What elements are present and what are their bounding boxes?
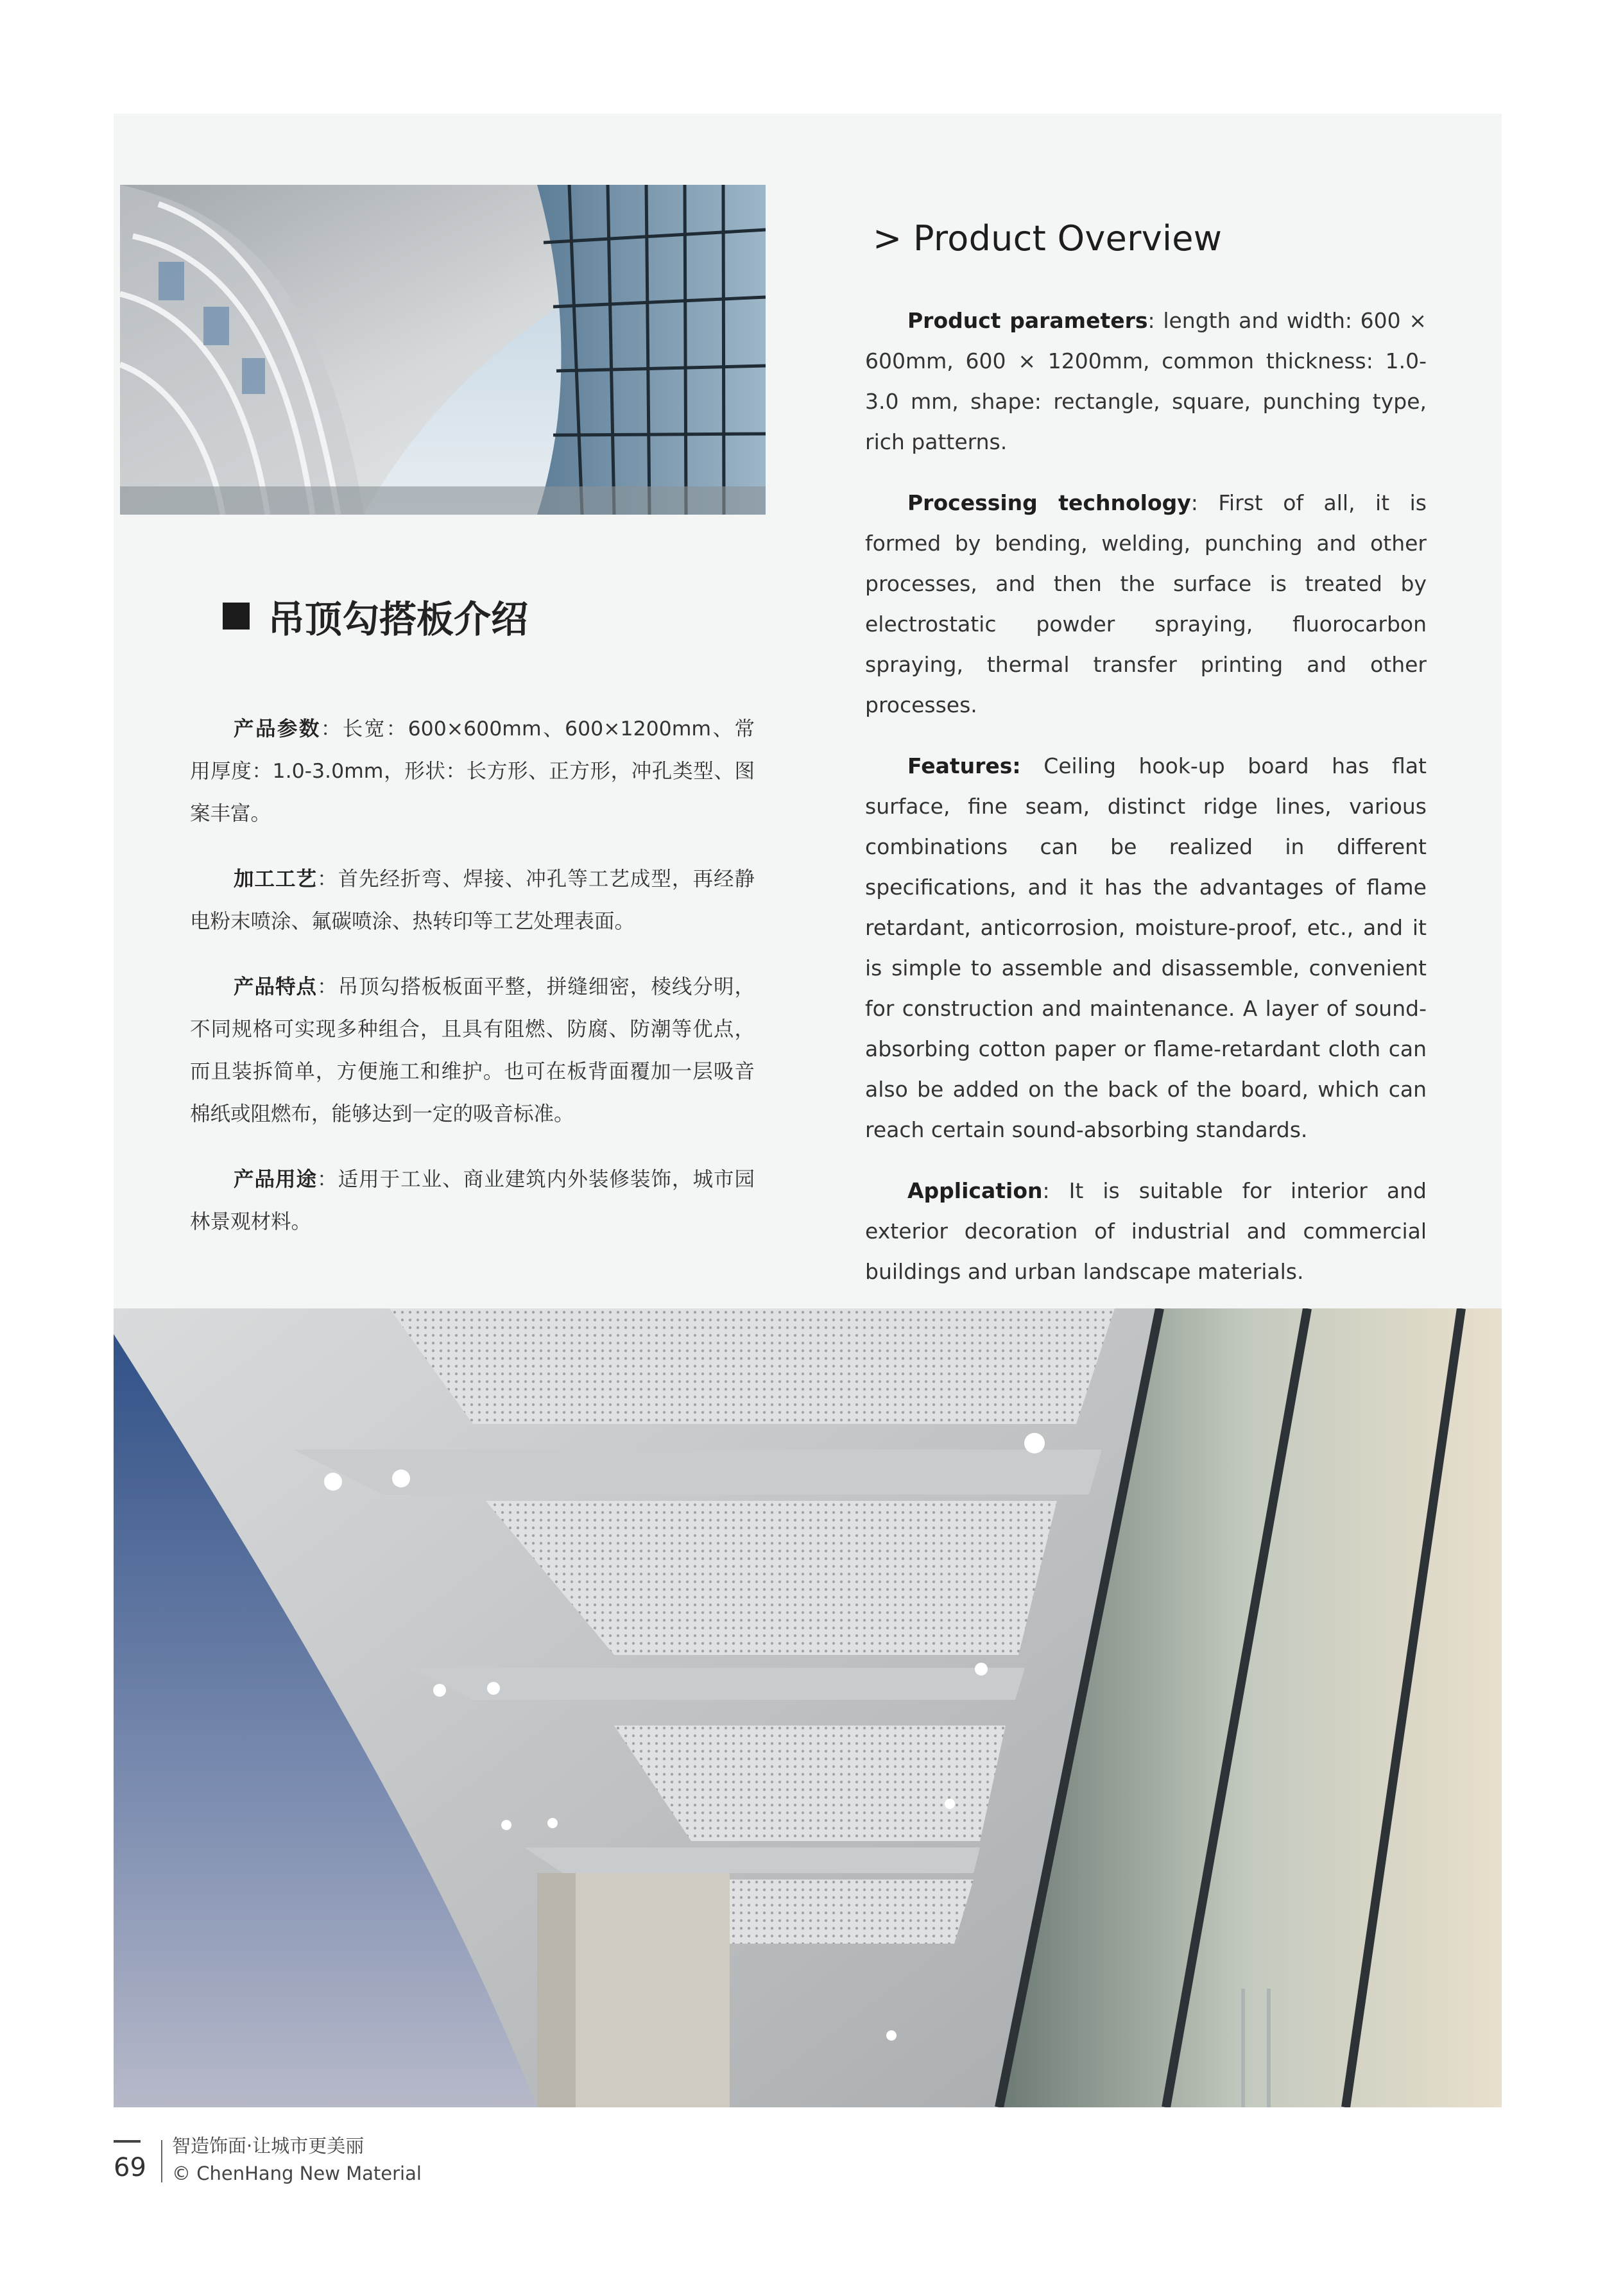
cn-heading-text: 吊顶勾搭板介绍 bbox=[268, 597, 529, 641]
footer-separator bbox=[161, 2140, 162, 2182]
en-paragraph-process: Processing technology: First of all, it is formed by bending, welding, punching and other processes, and then the surface is treated by electrostatic powder spraying, fluorocarbon spraying, thermal transfer printing and other processes. bbox=[865, 490, 1427, 717]
page-number: 69 bbox=[114, 2153, 146, 2182]
footer-dash bbox=[114, 2140, 141, 2143]
cn-body bbox=[190, 708, 755, 1266]
cn-paragraph-application: 产品用途：适用于工业、商业建筑内外装修装饰，城市园林景观材料。 bbox=[190, 1168, 755, 1233]
square-bullet-icon bbox=[223, 603, 250, 630]
en-section-heading: > Product Overview bbox=[873, 218, 1223, 259]
ceiling-canopy-photo bbox=[114, 1308, 1502, 2107]
en-body bbox=[865, 300, 1427, 1312]
en-paragraph-features: Features: Ceiling hook-up board has flat surface, fine seam, distinct ridge lines, various combinations can be realized in different specifications, and it has the advantages of flame retardant, anticorrosion, moisture-proof, etc., and it is simple to assemble and disassemble, convenient for construction and maintenance. A layer of sound-absorbing cotton paper or flame-retardant cloth can also be added on the back of the board, which can reach certain sound-absorbing standards. bbox=[865, 753, 1427, 1142]
footer-slogan: 智造饰面·让城市更美丽 bbox=[172, 2135, 365, 2157]
footer-copyright: © ChenHang New Material bbox=[172, 2163, 422, 2184]
cn-paragraph-features: 产品特点：吊顶勾搭板板面平整，拼缝细密，棱线分明，不同规格可实现多种组合，且具有阻燃、防腐、防潮等优点，而且装拆简单，方便施工和维护。也可在板背面覆加一层吸音棉纸或阻燃布，能够达到一定的吸音标准。 bbox=[190, 975, 755, 1126]
en-paragraph-application: Application: It is suitable for interior and exterior decoration of industrial and commercial buildings and urban landscape materials. bbox=[865, 1178, 1427, 1284]
cn-section-heading bbox=[223, 589, 528, 643]
cn-paragraph-process: 加工工艺：首先经折弯、焊接、冲孔等工艺成型，再经静电粉末喷涂、氟碳喷涂、热转印等工艺处理表面。 bbox=[190, 868, 755, 933]
cn-paragraph-parameters: 产品参数：长宽：600×600mm、600×1200mm、常用厚度：1.0-3.0mm，形状：长方形、正方形，冲孔类型、图案丰富。 bbox=[190, 717, 755, 825]
en-paragraph-parameters: Product parameters: length and width: 600 × 600mm, 600 × 1200mm, common thickness: 1.0-3.0 mm, shape: rectangle, square, punching type, rich patterns. bbox=[865, 308, 1427, 454]
terminal-photo bbox=[120, 185, 766, 515]
